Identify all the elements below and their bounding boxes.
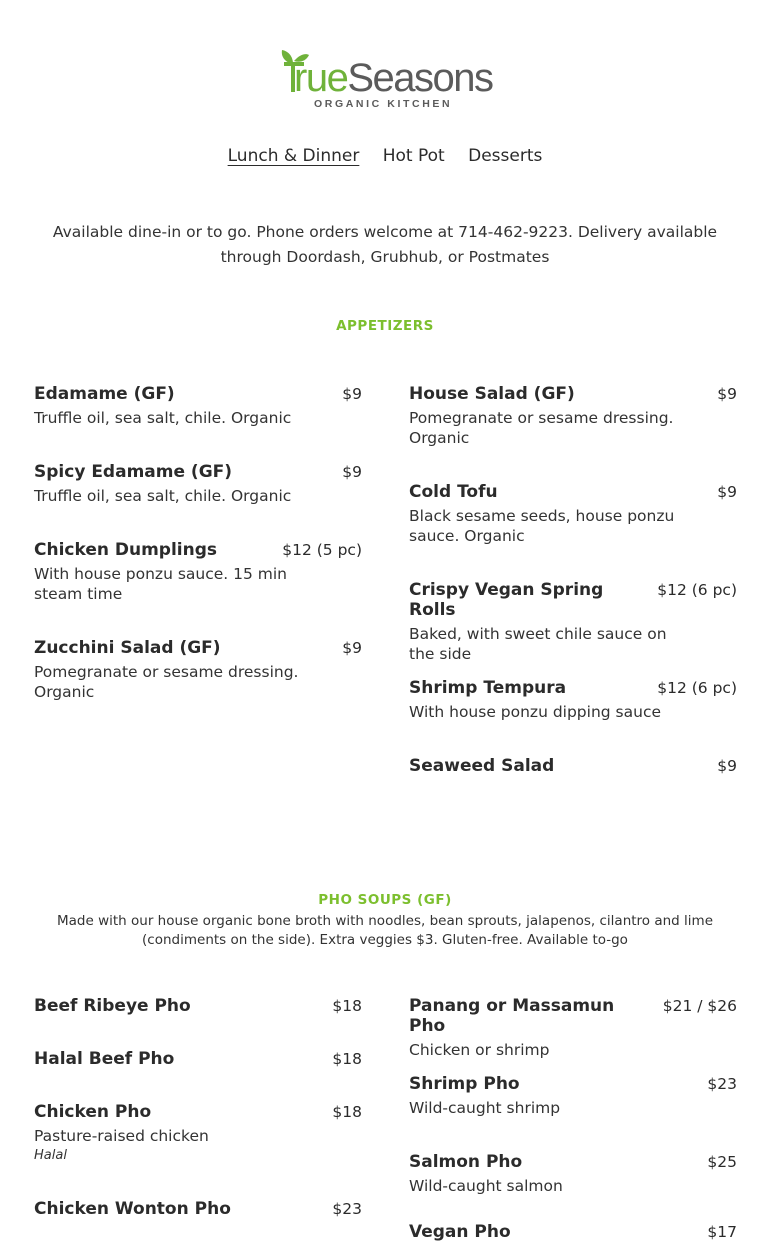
item-price: $9 [342,385,362,403]
item-name: Panang or Massamun Pho [409,996,615,1036]
item-price: $12 (5 pc) [282,541,362,559]
menu-item [34,1102,362,1199]
item-price: $18 [332,1103,362,1121]
item-name: Halal Beef Pho [34,1049,175,1069]
menu-item [409,580,737,678]
item-name: Shrimp Tempura [409,678,567,698]
menu-item [409,384,737,482]
menu-item [409,1152,737,1222]
logo-true: rue [294,56,348,100]
logo-wordmark [294,58,492,98]
menu-item [409,1074,737,1152]
appetizers-right-column [409,384,737,796]
item-description: Truffle oil, sea salt, chile. Organic [34,409,292,427]
item-description: Pomegranate or sesame dressing. Organic [409,409,674,447]
item-name: Shrimp Pho [409,1074,520,1094]
menu-item [409,1222,737,1242]
item-description: Truffle oil, sea salt, chile. Organic [34,487,292,505]
item-description: Wild-caught salmon [409,1177,563,1195]
pho-title: PHO SOUPS (GF) [318,892,452,908]
item-description: Black sesame seeds, house ponzu sauce. Organic [409,507,675,545]
logo-seasons: Seasons [347,56,493,100]
intro-text: Available dine-in or to go. Phone orders welcome at 714-462-9223. Delivery available through Doordash, Grubhub, or Postmates [52,223,718,266]
menu-item [409,482,737,580]
item-note: Halal [34,1148,67,1163]
menu-item [409,756,737,796]
item-price: $25 [707,1153,737,1171]
pho-left-column [34,996,362,1239]
menu-item [34,996,362,1049]
item-name: Chicken Pho [34,1102,152,1122]
nav-lunch-dinner[interactable]: Lunch & Dinner [227,146,360,166]
menu-item [34,638,362,736]
item-price: $18 [332,997,362,1015]
item-name: Salmon Pho [409,1152,523,1172]
item-price: $23 [707,1075,737,1093]
item-description: Chicken or shrimp [409,1041,550,1059]
item-description: Pomegranate or sesame dressing. Organic [34,663,299,701]
item-description: Pasture-raised chicken [34,1127,209,1145]
menu-item [34,462,362,540]
item-description: With house ponzu dipping sauce [409,703,661,721]
menu-item [34,540,362,638]
item-name: Spicy Edamame (GF) [34,462,233,482]
item-price: $9 [342,463,362,481]
pho-description: Made with our house organic bone broth with noodles, bean sprouts, jalapenos, cilantro and lime (condiments on the side). Extra veggies $3. Gluten-free. Available to-go [57,913,713,948]
item-name: Chicken Dumplings [34,540,218,560]
item-price: $12 (6 pc) [657,581,737,599]
appetizers-title: APPETIZERS [336,318,434,334]
item-description: With house ponzu sauce. 15 min steam time [34,565,288,603]
menu-item [34,1199,362,1239]
menu-nav [0,146,770,166]
item-description: Wild-caught shrimp [409,1099,561,1117]
item-price: $23 [332,1200,362,1218]
logo-subtitle: ORGANIC KITCHEN [314,98,453,110]
item-name: Edamame (GF) [34,384,175,404]
item-name: Chicken Wonton Pho [34,1199,231,1219]
nav-desserts[interactable]: Desserts [468,146,543,166]
item-price: $21 / $26 [662,997,737,1015]
item-name: Cold Tofu [409,482,498,502]
menu-item [409,996,737,1074]
item-price: $9 [717,757,737,775]
nav-hot-pot[interactable]: Hot Pot [382,146,445,166]
item-name: Seaweed Salad [409,756,555,776]
menu-item [34,1049,362,1102]
item-name: Vegan Pho [409,1222,511,1242]
item-price: $9 [342,639,362,657]
item-price: $9 [717,483,737,501]
menu-item [34,384,362,462]
menu-item [409,678,737,756]
item-price: $9 [717,385,737,403]
brand-logo[interactable] [280,46,492,112]
item-name: Crispy Vegan Spring Rolls [409,580,604,620]
item-name: Zucchini Salad (GF) [34,638,221,658]
item-name: Beef Ribeye Pho [34,996,191,1016]
item-price: $17 [707,1223,737,1241]
item-price: $12 (6 pc) [657,679,737,697]
appetizers-left-column [34,384,362,736]
item-price: $18 [332,1050,362,1068]
item-name: House Salad (GF) [409,384,575,404]
pho-right-column [409,996,737,1242]
item-description: Baked, with sweet chile sauce on the side [409,625,667,663]
